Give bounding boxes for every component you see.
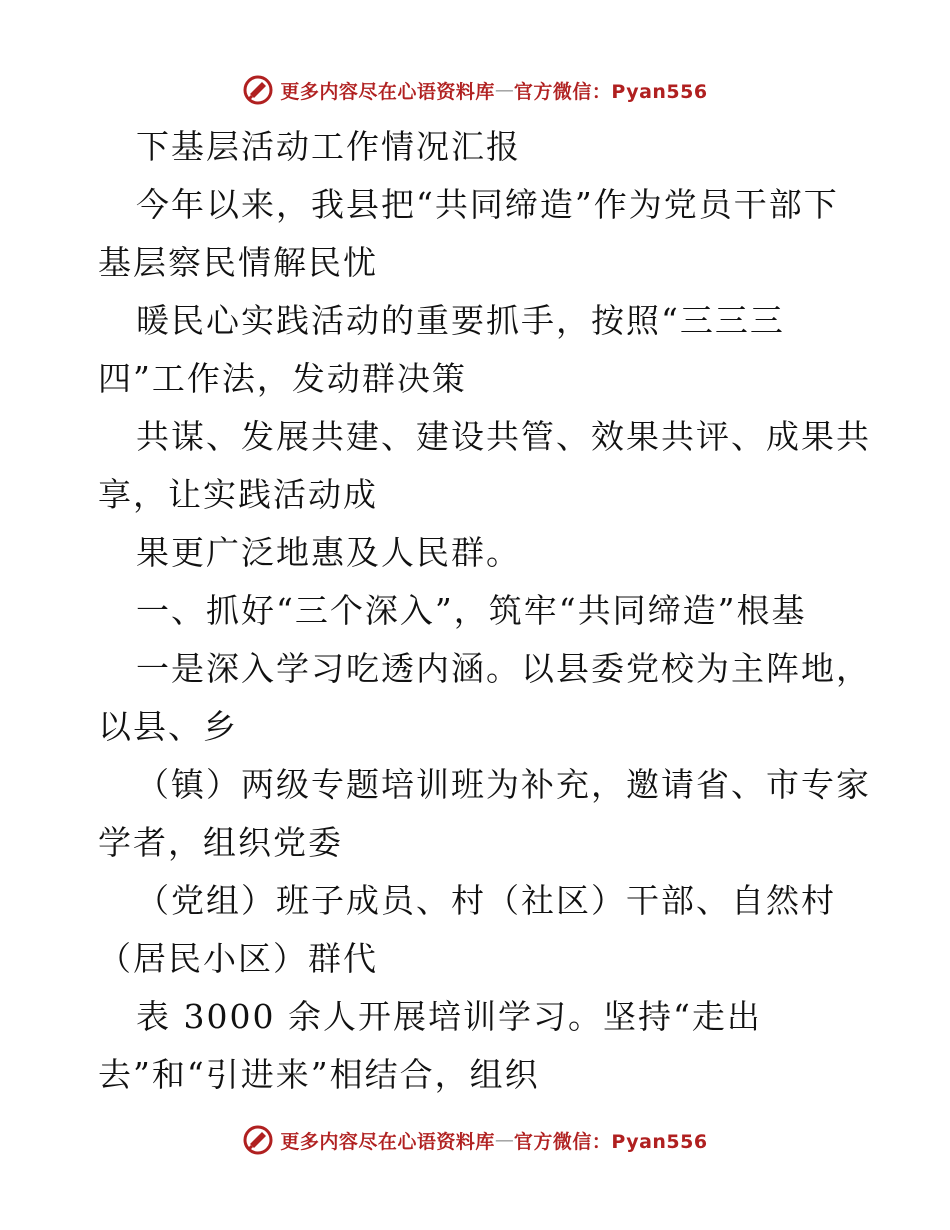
paragraph-line: 共谋、发展共建、建设共管、效果共评、成果共: [136, 417, 871, 456]
paragraph-line: 四”工作法，发动群决策: [98, 359, 467, 398]
section-heading: 一、抓好“三个深入”，筑牢“共同缔造”根基: [136, 591, 807, 630]
banner-dash: —: [494, 1129, 514, 1151]
paragraph-line: （党组）班子成员、村（社区）干部、自然村: [136, 881, 836, 920]
document-body: [98, 118, 871, 1104]
paragraph-line: 学者，组织党委: [98, 823, 343, 862]
paragraph-line: 果更广泛地惠及人民群。: [136, 533, 521, 572]
paragraph-line: 今年以来，我县把“共同缔造”作为党员干部下: [136, 185, 839, 224]
banner-wechat-text: 官方微信：Pyan556: [513, 1130, 708, 1153]
paragraph-line: 享，让实践活动成: [98, 475, 378, 514]
paragraph-line: 基层察民情解民忧: [98, 243, 378, 282]
paragraph-line: （镇）两级专题培训班为补充，邀请省、市专家: [136, 765, 871, 804]
banner-main-text: 更多内容尽在心语资料库: [280, 1130, 495, 1153]
logo-icon: [242, 1124, 274, 1156]
logo-icon: [242, 74, 274, 106]
paragraph-line: 表 3000 余人开展培训学习。坚持“走出: [136, 997, 762, 1036]
document-title: 下基层活动工作情况汇报: [136, 127, 521, 166]
banner-main-text: 更多内容尽在心语资料库: [280, 80, 495, 103]
banner-wechat-text: 官方微信：Pyan556: [513, 80, 708, 103]
paragraph-line: 暖民心实践活动的重要抓手，按照“三三三: [136, 301, 785, 340]
banner-dash: —: [494, 79, 514, 101]
paragraph-line: 去”和“引进来”相结合，组织: [98, 1055, 540, 1094]
paragraph-line: 以县、乡: [98, 707, 238, 746]
paragraph-line: 一是深入学习吃透内涵。以县委党校为主阵地，: [136, 649, 871, 688]
header-banner: [0, 70, 950, 110]
footer-banner: [0, 1120, 950, 1160]
paragraph-line: （居民小区）群代: [98, 939, 378, 978]
